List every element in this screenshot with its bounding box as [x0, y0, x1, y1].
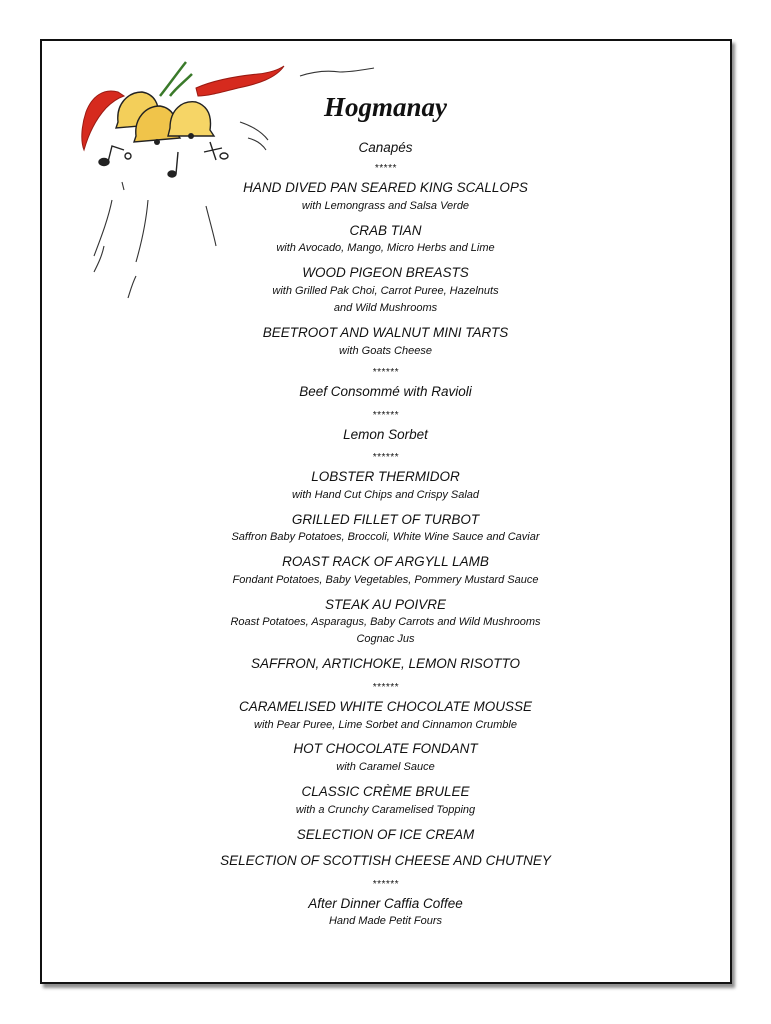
menu-item-title: HAND DIVED PAN SEARED KING SCALLOPS	[243, 180, 528, 195]
menu-title: Hogmanay	[323, 92, 447, 122]
menu-item-description: with Hand Cut Chips and Crispy Salad	[291, 489, 480, 501]
menu-item-title: WOOD PIGEON BREASTS	[302, 265, 469, 280]
menu-item-title: CARAMELISED WHITE CHOCOLATE MOUSSE	[238, 699, 533, 714]
separator: ******	[372, 410, 399, 421]
menu-item-description: with Caramel Sauce	[336, 761, 435, 773]
menu-item-description: and Wild Mushrooms	[333, 302, 438, 314]
menu-item-title: After Dinner Caffia Coffee	[308, 896, 463, 911]
menu-item-title: HOT CHOCOLATE FONDANT	[293, 741, 478, 756]
menu-item-description: Hand Made Petit Fours	[328, 915, 443, 927]
separator: ******	[372, 452, 399, 463]
menu-item-description: with Lemongrass and Salsa Verde	[301, 200, 470, 212]
menu-item-title: BEETROOT AND WALNUT MINI TARTS	[262, 325, 509, 340]
menu-item-title: ROAST RACK OF ARGYLL LAMB	[282, 554, 489, 569]
menu-item-title: LOBSTER THERMIDOR	[311, 469, 460, 484]
menu-item-title: Lemon Sorbet	[343, 427, 428, 442]
menu-item-title: Beef Consommé with Ravioli	[299, 384, 472, 399]
menu-item-description: with Avocado, Mango, Micro Herbs and Lime	[276, 242, 495, 254]
menu-item-title: CRAB TIAN	[349, 223, 422, 238]
menu-item-title: GRILLED FILLET OF TURBOT	[291, 512, 480, 527]
menu-item-title: SELECTION OF ICE CREAM	[296, 827, 475, 842]
menu-item-title: STEAK AU POIVRE	[324, 597, 447, 612]
menu-item-title: SAFFRON, ARTICHOKE, LEMON RISOTTO	[250, 656, 521, 671]
menu-item-title: Canapés	[358, 140, 413, 155]
separator: ******	[372, 879, 399, 890]
menu-item-title: SELECTION OF SCOTTISH CHEESE AND CHUTNEY	[220, 853, 551, 868]
menu-item-title: CLASSIC CRÈME BRULEE	[301, 784, 470, 799]
menu-item-description: with Grilled Pak Choi, Carrot Puree, Hazelnuts	[272, 285, 499, 297]
menu-item-description: Roast Potatoes, Asparagus, Baby Carrots and Wild Mushrooms	[230, 616, 541, 628]
separator: *****	[374, 163, 397, 174]
menu-item-description: with Pear Puree, Lime Sorbet and Cinnamon Crumble	[254, 719, 517, 731]
separator: ******	[372, 682, 399, 693]
menu-item-description: with Goats Cheese	[339, 345, 432, 357]
holly-stem	[160, 62, 192, 96]
separator: ******	[372, 367, 399, 378]
menu-item-description: Fondant Potatoes, Baby Vegetables, Pommery Mustard Sauce	[232, 574, 539, 586]
menu-item-description: Saffron Baby Potatoes, Broccoli, White Wine Sauce and Caviar	[231, 531, 540, 543]
menu-item-description: with a Crunchy Caramelised Topping	[295, 804, 476, 816]
menu-item-description: Cognac Jus	[356, 633, 415, 645]
